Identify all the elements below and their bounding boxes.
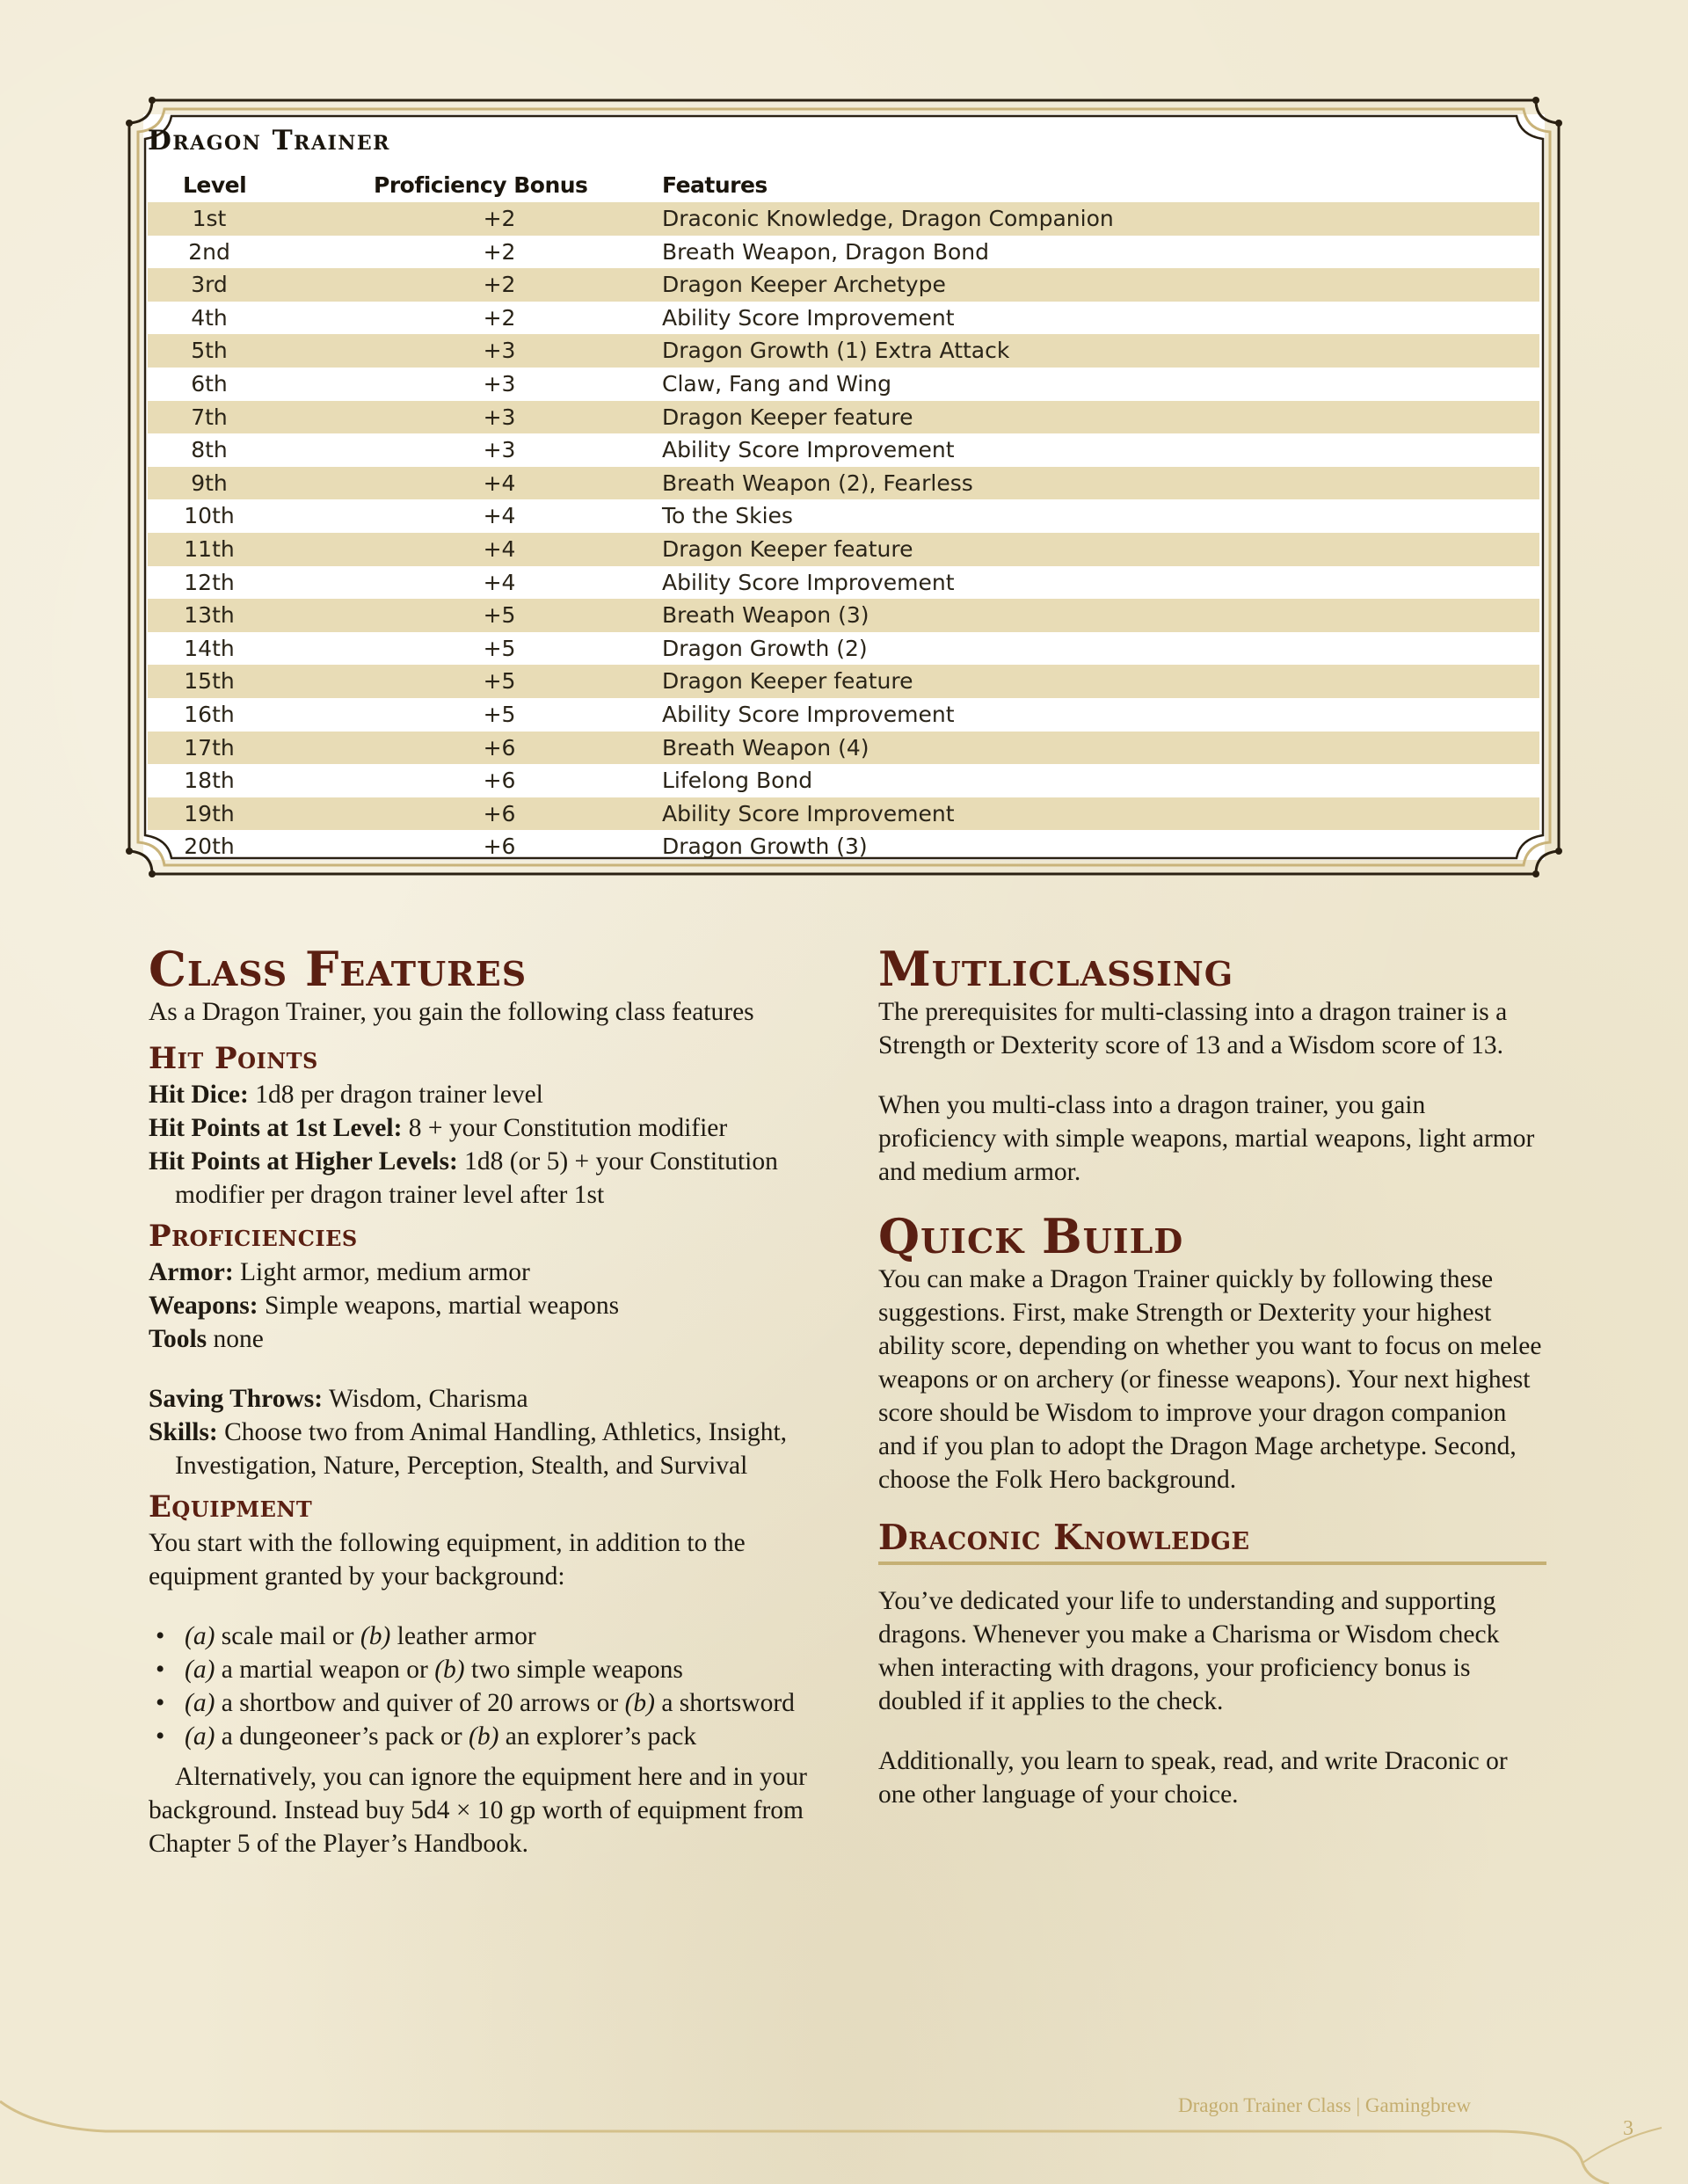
class-features-heading: Class Features xyxy=(149,941,528,997)
table-title: Dragon Trainer xyxy=(148,125,390,157)
hit-points-first-level-line: Hit Points at 1st Level: 8 + your Constitution modifier xyxy=(149,1114,728,1142)
table-row: 2nd +2 Breath Weapon, Dragon Bond xyxy=(188,238,989,265)
table-row: 14th +5 Dragon Growth (2) xyxy=(184,635,868,661)
list-item: • (a) a martial weapon or (b) two simple weapons xyxy=(149,1653,817,1686)
skills-line: Skills: Choose two from Animal Handling, Athletics, Insight, Investigation, Nature, Perception, Stealth, and Survival xyxy=(149,1418,788,1480)
quick-build-paragraph: You can make a Dragon Trainer quickly by following these suggestions. First, make Strength or Dexterity your highest ability score, depending on whether you want to focus on melee weapons or on archery (or finesse weapons). Your next highest score should be Wisdom to improve your dragon companion and if you plan to adopt the Dragon Mage archetype. Second, choose the Folk Hero background. xyxy=(878,1265,1542,1494)
column-header-features: Features xyxy=(662,172,768,198)
table-row: 4th +2 Ability Score Improvement xyxy=(191,304,955,331)
equipment-intro: You start with the following equipment, in addition to the equipment granted by your background: xyxy=(149,1529,746,1591)
footer-text: Dragon Trainer Class | Gamingbrew xyxy=(1178,2094,1471,2116)
table-row: 20th +6 Dragon Growth (3) xyxy=(184,834,868,860)
table-row: 9th +4 Breath Weapon (2), Fearless xyxy=(148,467,1539,500)
table-row: 7th +3 Dragon Keeper feature xyxy=(148,401,1539,434)
hit-dice-line: Hit Dice: 1d8 per dragon trainer level xyxy=(149,1081,543,1109)
table-row: 10th +4 To the Skies xyxy=(184,503,793,529)
class-features-intro: As a Dragon Trainer, you gain the following class features xyxy=(149,998,754,1026)
multiclassing-heading: Mutliclassing xyxy=(878,941,1234,997)
table-row: 12th +4 Ability Score Improvement xyxy=(184,569,955,595)
table-row: 16th +5 Ability Score Improvement xyxy=(184,701,955,727)
list-item: • (a) a shortbow and quiver of 20 arrows or (b) a shortsword xyxy=(149,1686,817,1720)
tools-line: Tools none xyxy=(149,1325,264,1353)
proficiencies-heading: Proficiencies xyxy=(149,1219,358,1254)
hit-points-higher-levels-line: Hit Points at Higher Levels: 1d8 (or 5) + your Constitution modifier per dragon trainer level after 1st xyxy=(149,1147,778,1209)
multiclassing-paragraph-2: When you multi-class into a dragon trainer, you gain proficiency with simple weapons, martial weapons, light armor and medium armor. xyxy=(878,1091,1535,1186)
armor-line: Armor: Light armor, medium armor xyxy=(149,1258,530,1286)
table-row: 13th +5 Breath Weapon (3) xyxy=(148,599,1539,632)
right-column xyxy=(878,943,1546,1811)
table-row: 17th +6 Breath Weapon (4) xyxy=(148,732,1539,765)
weapons-line: Weapons: Simple weapons, martial weapons xyxy=(149,1292,620,1320)
footer-ornament xyxy=(0,2075,1688,2184)
table-row: 19th +6 Ability Score Improvement xyxy=(148,797,1539,831)
table-row: 18th +6 Lifelong Bond xyxy=(184,768,813,794)
column-header-level: Level xyxy=(183,172,247,198)
list-item: • (a) a dungeoneer’s pack or (b) an explorer’s pack xyxy=(149,1720,817,1753)
column-header-proficiency: Proficiency Bonus xyxy=(374,172,588,198)
draconic-knowledge-paragraph-1: You’ve dedicated your life to understanding and supporting dragons. Whenever you make a Charisma or Wisdom check when interacting with dragons, your proficiency bonus is doubled if it applies to the check. xyxy=(878,1587,1500,1715)
list-item: • (a) scale mail or (b) leather armor xyxy=(149,1620,817,1653)
equipment-alternative: Alternatively, you can ignore the equipment here and in your background. Instead buy 5d4 × 10 gp worth of equipment from Chapter 5 of the Player’s Handbook. xyxy=(149,1763,807,1858)
table-row: 3rd +2 Dragon Keeper Archetype xyxy=(148,268,1539,302)
draconic-knowledge-paragraph-2: Additionally, you learn to speak, read, and write Draconic or one other language of your choice. xyxy=(878,1747,1508,1809)
hit-points-heading: Hit Points xyxy=(149,1041,318,1076)
level-table xyxy=(148,202,1539,863)
equipment-list xyxy=(149,1620,817,1753)
left-column xyxy=(149,943,817,1860)
equipment-heading: Equipment xyxy=(149,1489,313,1525)
draconic-knowledge-heading: Draconic Knowledge xyxy=(878,1518,1250,1558)
page-number: 3 xyxy=(1623,2117,1633,2140)
table-row: 11th +4 Dragon Keeper feature xyxy=(148,533,1539,566)
multiclassing-paragraph-1: The prerequisites for multi-classing into a dragon trainer is a Strength or Dexterity score of 13 and a Wisdom score of 13. xyxy=(878,998,1508,1059)
quick-build-heading: Quick Build xyxy=(878,1208,1184,1264)
table-row: 8th +3 Ability Score Improvement xyxy=(191,437,955,463)
table-row: 6th +3 Claw, Fang and Wing xyxy=(191,370,891,397)
saving-throws-line: Saving Throws: Wisdom, Charisma xyxy=(149,1385,528,1413)
table-row: 1st +2 Draconic Knowledge, Dragon Companion xyxy=(148,202,1539,236)
table-row: 5th +3 Dragon Growth (1) Extra Attack xyxy=(148,334,1539,368)
table-row: 15th +5 Dragon Keeper feature xyxy=(148,665,1539,698)
